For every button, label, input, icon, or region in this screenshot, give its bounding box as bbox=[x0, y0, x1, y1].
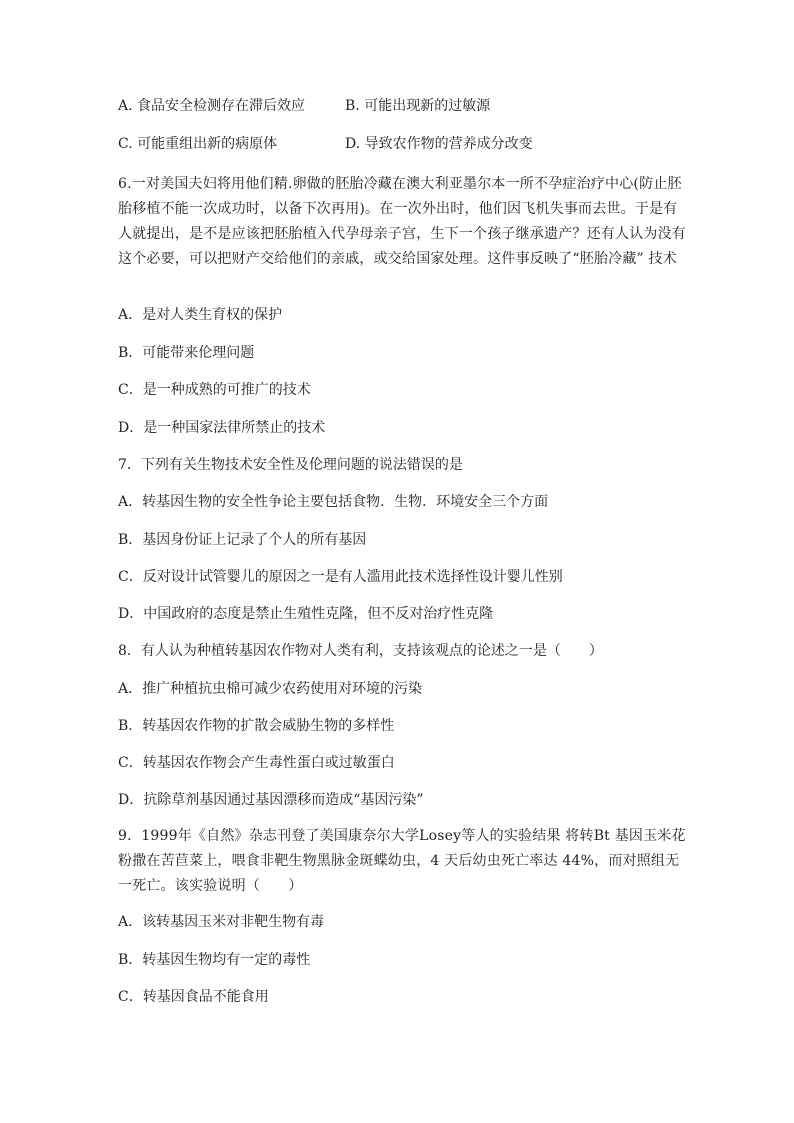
q9-option-a: A．该转基因玉米对非靶生物有毒 bbox=[118, 914, 325, 930]
q6-option-a: A．是对人类生育权的保护 bbox=[118, 307, 283, 323]
q8-option-b: B．转基因农作物的扩散会威胁生物的多样性 bbox=[118, 718, 395, 734]
q6-option-d: D．是一种国家法律所禁止的技术 bbox=[118, 420, 326, 436]
q5-option-d: D. 导致农作物的营养成分改变 bbox=[345, 136, 533, 152]
q9-stem: 9．1999年《自然》杂志刊登了美国康奈尔大学Losey等人的实验结果 将转Bt 基因玉米花粉撒在苦苣菜上，喂食非靶生物黑脉金斑蝶幼虫，4 天后幼虫死亡率达 44%，而对照组无一死亡。该实验说明（ ） bbox=[118, 828, 686, 894]
q5-option-a: A. 食品安全检测存在滞后效应 bbox=[118, 98, 306, 114]
q8-stem: 8．有人认为种植转基因农作物对人类有利，支持该观点的论述之一是（ ） bbox=[118, 643, 603, 659]
q6-option-b: B．可能带来伦理问题 bbox=[118, 345, 255, 361]
q5-option-c: C. 可能重组出新的病原体 bbox=[118, 136, 278, 152]
q8-option-c: C．转基因农作物会产生毒性蛋白或过敏蛋白 bbox=[118, 755, 395, 771]
q8-option-d: D．抗除草剂基因通过基因漂移而造成“基因污染” bbox=[118, 792, 424, 808]
q9-option-c: C．转基因食品不能食用 bbox=[118, 989, 269, 1005]
q9-option-b: B．转基因生物均有一定的毒性 bbox=[118, 952, 311, 968]
q5-option-b: B. 可能出现新的过敏源 bbox=[345, 98, 491, 114]
q7-option-d: D．中国政府的态度是禁止生殖性克隆，但不反对治疗性克隆 bbox=[118, 606, 494, 622]
q8-option-a: A．推广种植抗虫棉可减少农药使用对环境的污染 bbox=[118, 681, 423, 697]
q7-option-b: B．基因身份证上记录了个人的所有基因 bbox=[118, 532, 367, 548]
q7-stem: 7．下列有关生物技术安全性及伦理问题的说法错误的是 bbox=[118, 457, 463, 473]
q6-option-c: C．是一种成熟的可推广的技术 bbox=[118, 382, 311, 398]
q7-option-c: C．反对设计试管婴儿的原因之一是有人滥用此技术选择性设计婴儿性别 bbox=[118, 569, 563, 585]
q6-stem: 6.一对美国夫妇将用他们精.卵做的胚胎冷藏在澳大利亚墨尔本一所不孕症治疗中心(防止胚胎移植不能一次成功时，以备下次再用)。在一次外出时，他们因飞机失事而去世。于是有人就提出，是不是应该把胚胎植入代孕母亲子宫，生下一个孩子继承遗产？还有人认为没有这个必要，可以把财产交给他们的亲戚，或交给国家处理。这件事反映了“胚胎冷藏” 技术 bbox=[118, 176, 686, 267]
q7-option-a: A．转基因生物的安全性争论主要包括食物．生物．环境安全三个方面 bbox=[118, 494, 549, 510]
